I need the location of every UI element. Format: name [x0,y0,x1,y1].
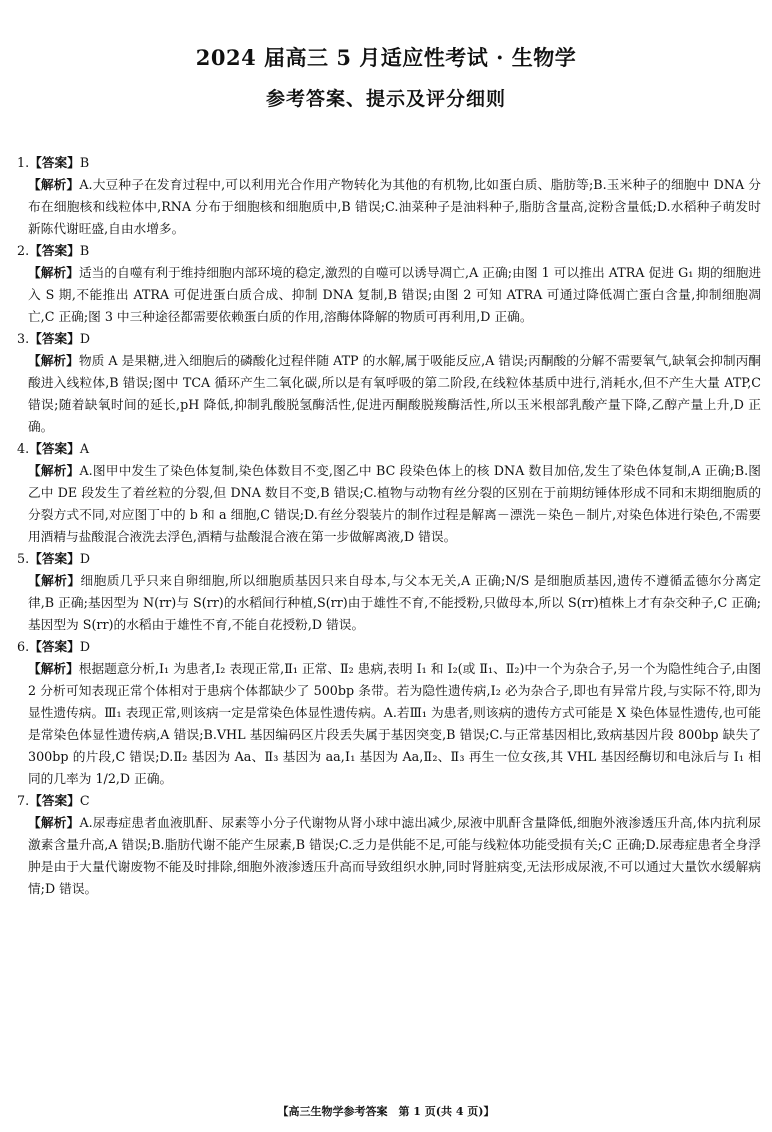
answer-label: 【答案】 [29,639,80,654]
explanation-body: 适当的自噬有利于维持细胞内部环境的稳定,激烈的自噬可以诱导凋亡,A 正确;由图 1 可以推出 ATRA 促进 G₁ 期的细胞进入 S 期,不能推出 ATRA 可促进蛋白质合成、抑制 DNA 复制,B 错误;由图 2 可知 ATRA 可通过降低凋亡蛋白含量,抑制细胞凋亡,C 正确;图 3 中三种途径都需要依赖蛋白质的作用,溶酶体降解的物质可再利用,D 正确。 [28,265,762,324]
question-1 [17,152,761,240]
explanation-label: 【解析】 [28,177,80,192]
question-number: 3. [17,331,30,346]
explanation-text [17,658,761,790]
answer-label: 【答案】 [29,551,80,566]
question-6 [17,636,761,790]
explanation-label: 【解析】 [28,353,79,368]
explanation-text [17,262,761,328]
question-number: 7. [17,793,30,808]
answer-value: B [79,243,90,258]
answer-value: D [79,331,91,346]
explanation-label: 【解析】 [28,661,79,676]
question-2 [17,240,761,328]
explanation-text [17,460,761,548]
explanation-body: A.尿毒症患者血液肌酐、尿素等小分子代谢物从肾小球中滤出减少,尿液中肌酐含量降低,细胞外液渗透压升高,体内抗利尿激素含量升高,A 错误;B.脂肪代谢不能产生尿素,B 错误;C.乏力是供能不足,可能与线粒体功能受损有关;C 正确;D.尿毒症患者全身浮肿是由于大量代谢废物不能及时排除,细胞外液渗透压升高而导致组织水肿,同时肾脏病变,无法形成尿液,不可以通过大量饮水缓解病情;D 错误。 [28,815,761,896]
question-number: 5. [17,551,30,566]
answer-list [17,152,761,900]
explanation-text [17,570,761,636]
answer-label: 【答案】 [29,441,80,456]
answer-line [17,328,761,350]
answer-value: A [79,441,90,456]
explanation-label: 【解析】 [28,573,81,588]
question-4 [17,438,761,548]
answer-value: D [79,639,91,654]
answer-value: B [79,155,90,170]
explanation-text [17,812,761,900]
answer-line [17,548,761,570]
question-number: 6. [17,639,30,654]
explanation-body: 物质 A 是果糖,进入细胞后的磷酸化过程伴随 ATP 的水解,属于吸能反应,A 错误;丙酮酸的分解不需要氧气,缺氧会抑制丙酮酸进入线粒体,B 错误;图中 TCA 循环产生二氧化碳,所以是有氧呼吸的第二阶段,在线粒体基质中进行,消耗水,但不产生大量 ATP,C 错误;随着缺氧时间的延长,pH 降低,抑制乳酸脱氢酶活性,促进丙酮酸脱羧酶活性,所以玉米根部乳酸产量下降,乙醇产量上升,D 正确。 [28,353,761,434]
answer-label: 【答案】 [29,793,80,808]
question-number: 2. [17,243,30,258]
explanation-body: A.图甲中发生了染色体复制,染色体数目不变,图乙中 BC 段染色体上的核 DNA 数目加倍,发生了染色体复制,A 正确;B.图乙中 DE 段发生了着丝粒的分裂,但 DNA 数目不变,B 错误;C.植物与动物有丝分裂的区别在于前期纺锤体形成不同和末期细胞质的分裂方式不同,对应图丁中的 b 和 a 细胞,C 错误;D.有丝分裂装片的制作过程是解离－漂洗－染色－制片,对染色体进行染色,不需要用酒精与盐酸混合液洗去浮色,酒精与盐酸混合液在第一步做解离液,D 错误。 [28,463,761,544]
explanation-label: 【解析】 [28,463,80,478]
answer-line [17,152,761,174]
answer-line [17,790,761,812]
question-7 [17,790,761,900]
explanation-label: 【解析】 [28,265,79,280]
answer-value: C [79,793,90,808]
question-number: 4. [17,441,30,456]
explanation-text [17,174,761,240]
question-number: 1. [17,155,30,170]
answer-line [17,636,761,658]
answer-label: 【答案】 [29,155,80,170]
answer-label: 【答案】 [29,331,80,346]
page-title: 2024 届高三 5 月适应性考试 · 生物学 [195,45,577,70]
explanation-body: A.大豆种子在发育过程中,可以利用光合作用产物转化为其他的有机物,比如蛋白质、脂肪等;B.玉米种子的细胞中 DNA 分布在细胞核和线粒体中,RNA 分布于细胞核和细胞质中,B 错误;C.油菜种子是油料种子,脂肪含量高,淀粉含量低;D.水稻种子萌发时新陈代谢旺盛,自由水增多。 [28,177,761,236]
explanation-body: 细胞质几乎只来自卵细胞,所以细胞质基因只来自母本,与父本无关,A 正确;N/S 是细胞质基因,遗传不遵循孟德尔分离定律,B 正确;基因型为 N(rr)与 S(rr)的水稻间行种植,S(rr)由于雄性不育,不能授粉,只做母本,所以 S(rr)植株上才有杂交种子,C 正确;基因型为 S(rr)的水稻由于雄性不育,不能自花授粉,D 错误。 [28,573,762,632]
explanation-text [17,350,761,438]
question-3 [17,328,761,438]
question-5 [17,548,761,636]
page-footer: 【高三生物学参考答案 第 1 页(共 4 页)】 [277,1105,495,1118]
answer-line [17,438,761,460]
explanation-body: 根据题意分析,Ⅰ₁ 为患者,Ⅰ₂ 表现正常,Ⅱ₁ 正常、Ⅱ₂ 患病,表明 Ⅰ₁ 和 Ⅰ₂(或 Ⅱ₁、Ⅱ₂)中一个为杂合子,另一个为隐性纯合子,由图 2 分析可知表现正常个体相对于患病个体都缺少了 500bp 条带。若为隐性遗传病,Ⅰ₂ 必为杂合子,即也有异常片段,与实际不符,即为显性遗传病。Ⅲ₁ 表现正常,则该病一定是常染色体显性遗传病。A.若Ⅲ₁ 为患者,则该病的遗传方式可能是 X 染色体显性遗传,也可能是常染色体显性遗传病,A 错误;B.VHL 基因编码区片段丢失属于基因突变,B 错误;C.与正常基因相比,致病基因片段 800bp 缺失了 300bp 的片段,C 错误;D.Ⅱ₂ 基因为 Aa、Ⅱ₃ 基因为 aa,Ⅰ₁ 基因为 Aa,Ⅱ₂、Ⅱ₃ 再生一位女孩,其 VHL 基因经酶切和电泳后与 Ⅰ₁ 相同的几率为 1/2,D 正确。 [28,661,761,786]
answer-label: 【答案】 [29,243,80,258]
answer-line [17,240,761,262]
page-subtitle: 参考答案、提示及评分细则 [265,88,506,110]
explanation-label: 【解析】 [28,815,80,830]
answer-value: D [79,551,91,566]
